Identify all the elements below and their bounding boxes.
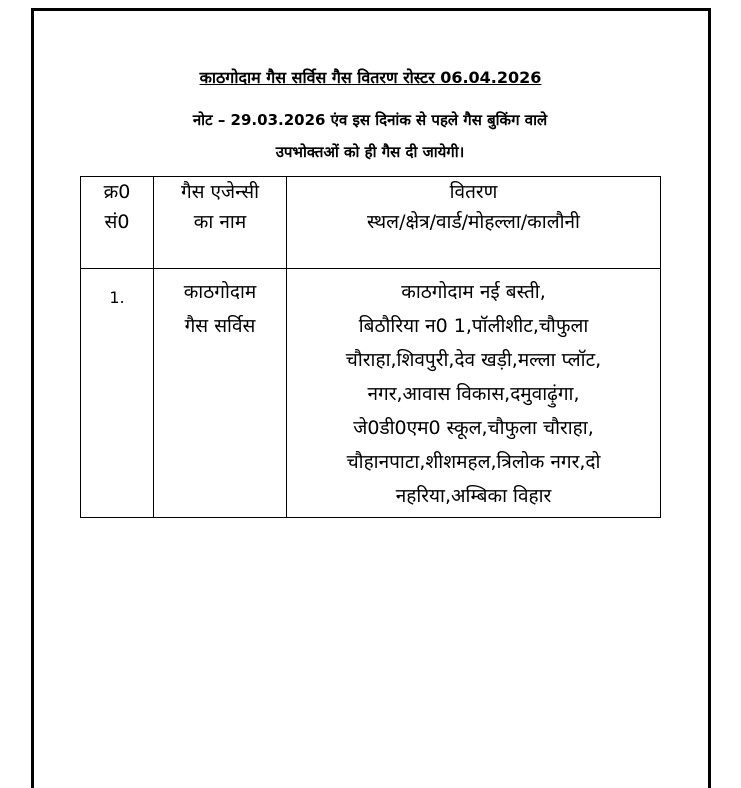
location-line: नगर,आवास विकास,दमुवाढ़ुंगा, <box>367 383 580 405</box>
location-line: बिठौरिया न0 1,पॉलीशीट,चौफुला <box>358 315 589 337</box>
header-location-line1: वितरण <box>449 181 498 203</box>
note-text <box>90 104 650 168</box>
header-location <box>287 177 661 269</box>
location-line: काठगोदाम नई बस्ती, <box>401 281 546 303</box>
header-location-line2: स्थल/क्षेत्र/वार्ड/मोहल्ला/कालौनी <box>367 211 580 233</box>
row-agency-line1: काठगोदाम <box>183 281 257 303</box>
row-agency <box>154 269 287 518</box>
row-serial: 1. <box>81 269 154 518</box>
location-line: नहरिया,अम्बिका विहार <box>395 485 552 507</box>
table-header-row <box>81 177 661 269</box>
note-line-2: उपभोक्तओं को ही गैस दी जायेगी। <box>275 143 465 161</box>
roster-title-text: काठगोदाम गैस सर्विस गैस वितरण रोस्टर 06.04.2026 <box>199 68 542 87</box>
header-serial <box>81 177 154 269</box>
table-row <box>81 269 661 518</box>
roster-title <box>0 66 741 88</box>
header-serial-line1: क्र0 <box>103 181 131 203</box>
location-line: चौहानपाटा,शीशमहल,त्रिलोक नगर,दो <box>346 451 601 473</box>
header-agency <box>154 177 287 269</box>
row-locations <box>287 269 661 518</box>
header-serial-line2: सं0 <box>104 211 130 233</box>
header-agency-line1: गैस एजेन्सी <box>180 181 260 203</box>
location-line: चौराहा,शिवपुरी,देव खड़ी,मल्ला प्लॉट, <box>345 349 602 371</box>
header-agency-line2: का नाम <box>193 211 247 233</box>
roster-table <box>80 176 661 518</box>
row-agency-line2: गैस सर्विस <box>184 315 256 337</box>
note-line-1: नोट – 29.03.2026 एंव इस दिनांक से पहले गैस बुकिंग वाले <box>192 111 548 129</box>
location-line: जे0डी0एम0 स्कूल,चौफुला चौराहा, <box>353 417 594 439</box>
